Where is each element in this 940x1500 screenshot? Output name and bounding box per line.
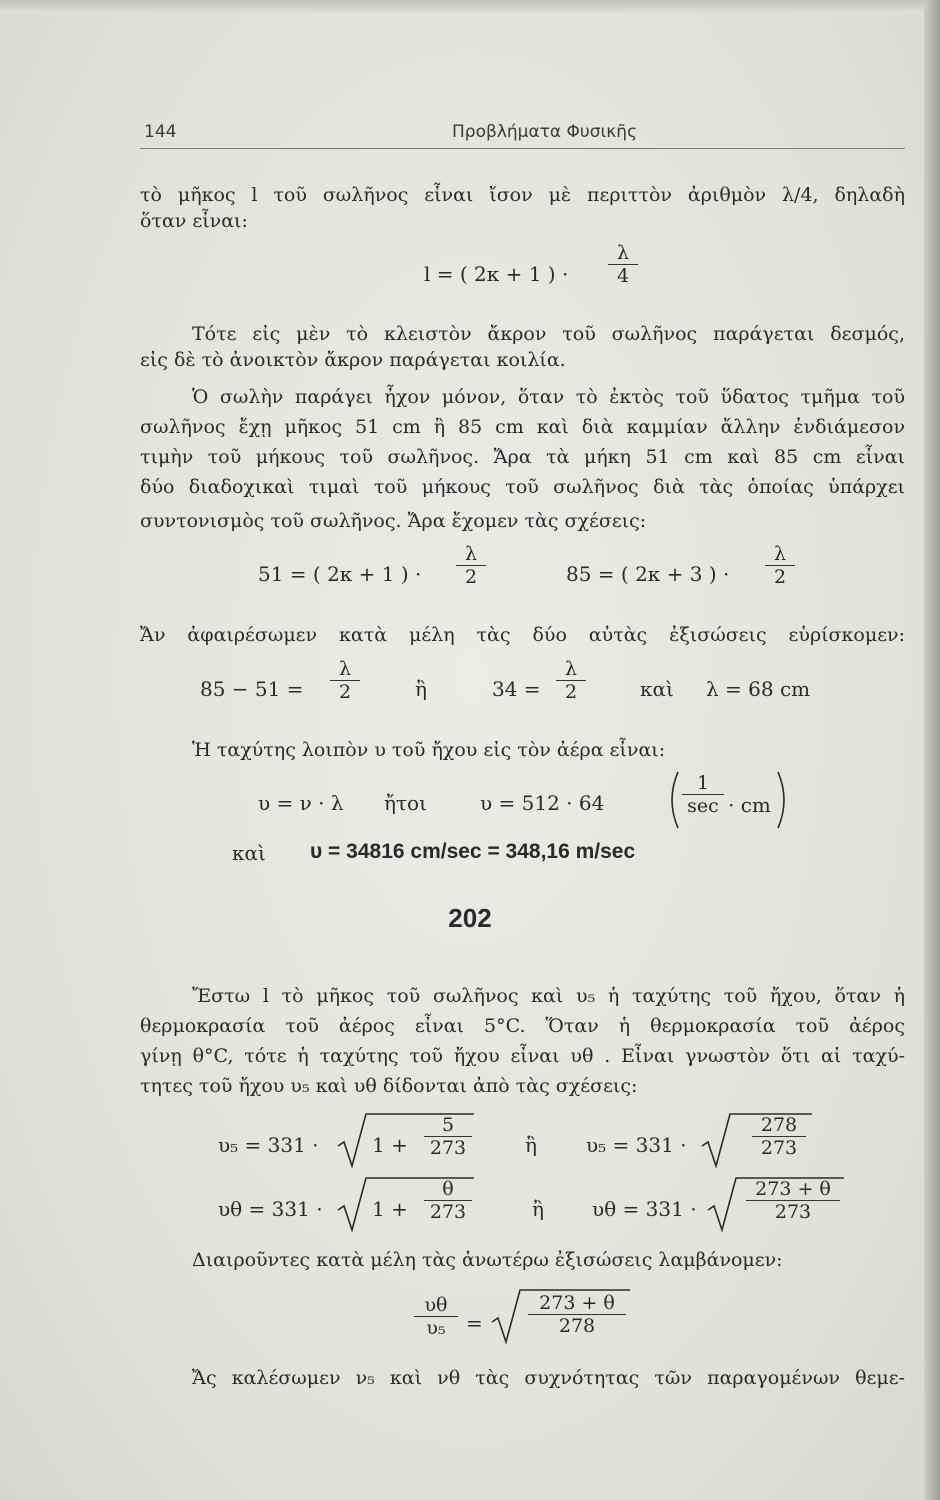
fraction-denominator: 273: [774, 1201, 812, 1223]
final-result: υ = 34816 cm/sec = 348,16 m/sec: [310, 840, 636, 863]
text-line: ὅταν εἶναι:: [140, 210, 248, 232]
scan-edge-right: [924, 0, 940, 1500]
running-title: Προβλήματα Φυσικῆς: [452, 122, 638, 142]
conjunction-and: καὶ: [232, 841, 266, 865]
equation-lhs: 85 = ( 2κ + 3 ) ·: [566, 562, 730, 586]
text-line: δύο διαδοχικαὶ τιμαὶ τοῦ μήκους τοῦ σωλῆνος διὰ τὰς ὁποίας ὑπάρχει: [140, 476, 905, 498]
conjunction-or: ἢ: [415, 677, 427, 701]
text-line: τητες τοῦ ἤχου υ₅ καὶ υθ δίδονται ἀπὸ τὰς σχέσεις:: [140, 1075, 638, 1097]
fraction-denominator: 2: [338, 681, 352, 703]
fraction-numerator: 5: [441, 1114, 455, 1136]
fraction: [765, 543, 795, 588]
fraction-denominator: 4: [616, 265, 630, 287]
equation-lhs: 51 = ( 2κ + 1 ) ·: [258, 562, 422, 586]
equation-lhs: υ₅ = 331 ·: [586, 1133, 687, 1157]
text-line: τιμὴν τοῦ μήκους τοῦ σωλῆνος. Ἄρα τὰ μήκη 51 cm καὶ 85 cm εἶναι: [140, 446, 905, 468]
equation-lhs: l = ( 2κ + 1 ) ·: [424, 262, 569, 286]
text-line: Διαιροῦντες κατὰ μέλη τὰς ἀνωτέρω ἐξισώσεις λαμβάνομεν:: [192, 1249, 783, 1271]
fraction-denominator: 273: [760, 1137, 798, 1159]
left-parenthesis: [664, 770, 680, 830]
fraction: [608, 242, 638, 287]
fraction: [752, 1114, 806, 1159]
text-line: Ἔστω l τὸ μῆκος τοῦ σωλῆνος καὶ υ₅ ἡ ταχύτης τοῦ ἤχου, ὅταν ἡ: [192, 985, 905, 1007]
fraction-denominator: 2: [464, 566, 478, 588]
fraction-numerator: 273 + θ: [539, 1292, 615, 1314]
text-line: εἰς δὲ τὸ ἀνοικτὸν ἄκρον παράγεται κοιλία.: [140, 349, 566, 371]
fraction: [414, 1294, 458, 1339]
fraction: [746, 1178, 840, 1223]
page-header: [140, 118, 905, 149]
fraction: [682, 772, 724, 817]
fraction-numerator: 1: [696, 772, 710, 794]
radicand-one: 1 +: [372, 1197, 408, 1221]
fraction-numerator: θ: [442, 1178, 454, 1200]
equation: υ = ν · λ: [258, 791, 344, 815]
conjunction-i-e: ἤτοι: [384, 791, 427, 815]
fraction-numerator: λ: [464, 543, 478, 565]
equation-result: λ = 68 cm: [706, 677, 811, 701]
fraction: [528, 1292, 626, 1337]
conjunction-or: ἢ: [525, 1133, 537, 1157]
conjunction-or: ἢ: [532, 1197, 544, 1221]
conjunction-and: καὶ: [640, 677, 674, 701]
fraction-numerator: λ: [616, 242, 630, 264]
fraction-denominator: 273: [429, 1201, 467, 1223]
equation-lhs: 34 =: [492, 677, 541, 701]
text-line: Τότε εἰς μὲν τὸ κλειστὸν ἄκρον τοῦ σωλῆνος παράγεται δεσμός,: [192, 323, 905, 345]
text-line: Ὁ σωλὴν παράγει ἦχον μόνον, ὅταν τὸ ἐκτὸς τοῦ ὕδατος τμῆμα τοῦ: [192, 386, 905, 408]
text-line: σωλῆνος ἔχῃ μῆκος 51 cm ἢ 85 cm καὶ διὰ καμμίαν ἄλλην ἐνδιάμεσον: [140, 416, 905, 438]
fraction-numerator: λ: [773, 543, 787, 565]
text-line: γίνῃ θ°C, τότε ἡ ταχύτης τοῦ ἤχου εἶναι υθ . Εἶναι γνωστὸν ὅτι αἱ ταχύ-: [140, 1045, 905, 1067]
fraction: [424, 1114, 472, 1159]
equation-lhs: υθ = 331 ·: [592, 1197, 697, 1221]
equation-lhs: 85 − 51 =: [200, 677, 304, 701]
scan-edge-top: [0, 0, 940, 14]
fraction: [330, 658, 360, 703]
equation-lhs: υθ = 331 ·: [218, 1197, 323, 1221]
unit: · cm: [728, 793, 771, 817]
fraction-denominator: υ₅: [426, 1317, 446, 1339]
text-line: Ἄν ἀφαιρέσωμεν κατὰ μέλη τὰς δύο αὐτὰς ἐξισώσεις εὑρίσκομεν:: [140, 624, 905, 646]
fraction: [424, 1178, 472, 1223]
text-line: Ἄς καλέσωμεν ν₅ καὶ νθ τὰς συχνότητας τῶν παραγομένων θεμε-: [192, 1367, 905, 1389]
fraction-numerator: 273 + θ: [755, 1178, 831, 1200]
fraction: [556, 658, 586, 703]
text-line: θερμοκρασία τοῦ ἀέρος εἶναι 5°C. Ὅταν ἡ θερμοκρασία τοῦ ἀέρος: [140, 1015, 905, 1037]
equation-lhs: υ = 512 · 64: [480, 791, 605, 815]
fraction-numerator: υθ: [424, 1294, 448, 1316]
fraction-denominator: 278: [558, 1315, 596, 1337]
fraction-numerator: 278: [760, 1114, 798, 1136]
fraction-denominator: sec: [687, 795, 719, 817]
radicand-one: 1 +: [372, 1133, 408, 1157]
equation-lhs: υ₅ = 331 ·: [218, 1133, 319, 1157]
fraction: [456, 543, 486, 588]
text-line: Ἡ ταχύτης λοιπὸν υ τοῦ ἤχου εἰς τὸν ἀέρα εἶναι:: [192, 739, 666, 761]
fraction-denominator: 2: [773, 566, 787, 588]
text-line: τὸ μῆκος l τοῦ σωλῆνος εἶναι ἴσον μὲ περιττὸν ἀριθμὸν λ/4, δηλαδὴ: [140, 184, 905, 206]
fraction-denominator: 273: [429, 1137, 467, 1159]
fraction-denominator: 2: [564, 681, 578, 703]
equals-sign: =: [466, 1311, 483, 1335]
fraction-numerator: λ: [564, 658, 578, 680]
page-number: 144: [144, 122, 177, 142]
right-parenthesis: [776, 770, 792, 830]
fraction-numerator: λ: [338, 658, 352, 680]
text-line: συντονισμὸς τοῦ σωλῆνος. Ἄρα ἔχομεν τὰς σχέσεις:: [140, 510, 647, 532]
problem-number: 202: [448, 903, 492, 933]
